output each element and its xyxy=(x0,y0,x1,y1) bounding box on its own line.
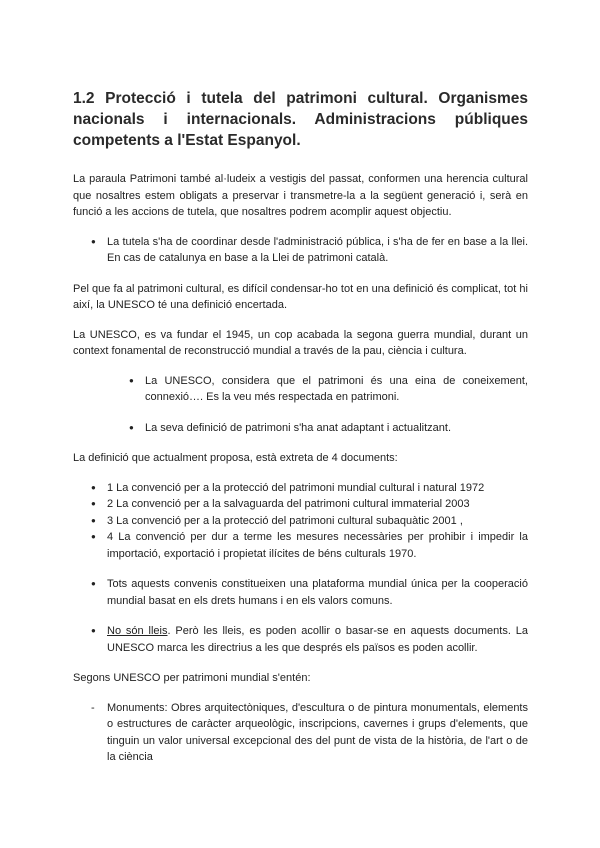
list-item: ● 2 La convenció per a la salvaguarda del patrimoni cultural immaterial 2003 xyxy=(107,496,528,513)
paragraph-unesco-fundacio: La UNESCO, es va fundar el 1945, un cop acabada la segona guerra mundial, durant un context fonamental de reconstrucció mundial a través de la pau, ciència i cultura. xyxy=(73,328,528,357)
list-item: ● 3 La convenció per a la protecció del patrimoni cultural subaquàtic 2001 , xyxy=(107,513,528,530)
list-item: ● La tutela s'ha de coordinar desde l'administració pública, i s'ha de fer en base a la llei. En cas de catalunya en base a la Llei de patrimoni català. xyxy=(91,235,528,264)
bullet-list-lleis xyxy=(91,623,529,656)
list-item: ● 4 La convenció per dur a terme les mesures necessàries per prohibir i impedir la importació, exportació i propietat ilícites de béns culturals 1970. xyxy=(91,531,528,560)
bullet-list-unesco xyxy=(129,373,528,437)
dash-icon: - xyxy=(91,701,95,714)
bullet-icon: ● xyxy=(91,626,96,635)
bullet-icon: ● xyxy=(129,422,134,432)
underlined-text: No són lleis xyxy=(107,625,168,637)
paragraph-documents-intro: La definició que actualment proposa, està extreta de 4 documents: xyxy=(73,452,398,464)
document-page xyxy=(73,88,528,766)
bullet-icon: ● xyxy=(91,499,96,508)
list-item: ● La UNESCO, considera que el patrimoni és una eina de coneixement, connexió…. Es la veu més respectada en patrimoni. xyxy=(129,374,528,403)
bullet-icon: ● xyxy=(91,236,96,246)
list-item: ● La seva definició de patrimoni s'ha anat adaptant i actualitzant. xyxy=(145,420,528,437)
list-item: ● 1 La convenció per a la protecció del patrimoni mundial cultural i natural 1972 xyxy=(107,480,528,497)
dash-list-monuments xyxy=(91,700,528,766)
bullet-icon: ● xyxy=(91,515,96,525)
bullet-list-tutela xyxy=(91,234,528,267)
paragraph-segons-unesco: Segons UNESCO per patrimoni mundial s'entén: xyxy=(73,672,311,684)
list-item: ● No són lleis. Però les lleis, es poden acollir o basar-se en aquests documents. La UNESCO marca les directrius a les que després els països es poden acollir. xyxy=(91,625,529,654)
bullet-list-plataforma xyxy=(91,576,528,609)
bullet-list-convencions xyxy=(91,480,528,563)
bullet-icon: ● xyxy=(91,532,96,541)
bullet-icon: ● xyxy=(91,482,96,492)
list-item: - Monuments: Obres arquitectòniques, d'escultura o de pintura monumentals, elements o estructures de caràcter arqueològic, inscripcions, cavernes i grups d'elements, que tinguin un valor universal excepcional des del punt de vista de la història, de l'art o de la ciència xyxy=(91,701,528,763)
list-item: ● Tots aquests convenis constitueixen una plataforma mundial única per la cooperació mundial basat en els drets humans i en els valors comuns. xyxy=(91,578,528,607)
bullet-icon: ● xyxy=(91,579,96,588)
section-heading: 1.2 Protecció i tutela del patrimoni cultural. Organismes nacionals i internacionals. Administracions públiques competents a l'Estat Espanyol. xyxy=(73,90,528,149)
paragraph-definicio: Pel que fa al patrimoni cultural, es difícil condensar-ho tot en una definició és complicat, tot hi així, la UNESCO té una definició encertada. xyxy=(73,282,528,311)
paragraph-patrimoni: La paraula Patrimoni també al·ludeix a vestigis del passat, conformen una herencia cultural que nosaltres estem obligats a preservar i transmetre-la a la següent generació i, serà en funció a les accions de tutela, que nosaltres podrem acomplir aquest objectiu. xyxy=(73,173,528,218)
bullet-icon: ● xyxy=(129,375,134,385)
